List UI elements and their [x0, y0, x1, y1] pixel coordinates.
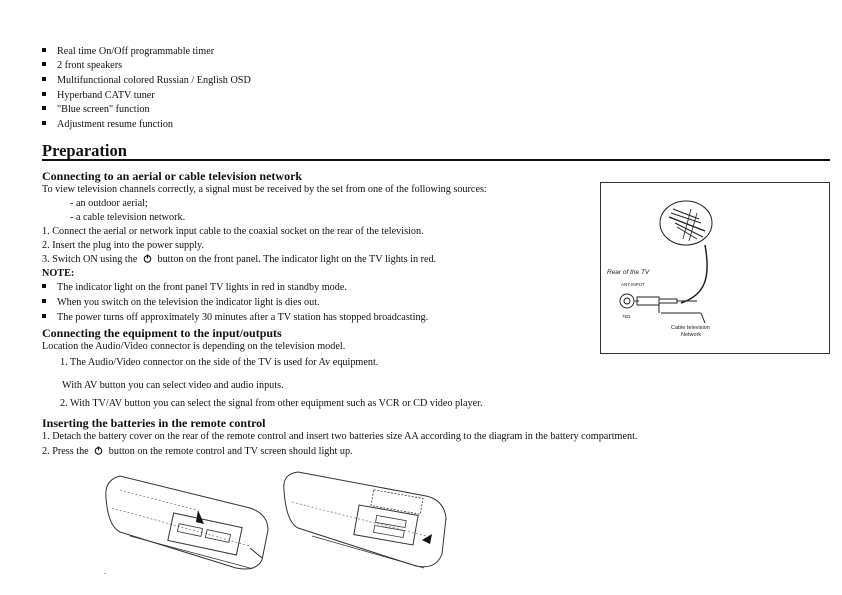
antenna-illustration: [601, 183, 829, 353]
bullet-icon: [42, 48, 46, 52]
feature-item: 2 front speakers: [42, 60, 122, 72]
aerial-icon: [660, 201, 712, 245]
connector-label: 75Ω: [622, 314, 631, 319]
remote-battery-illustration: [276, 466, 456, 576]
battery-step: 1. Detach the battery cover on the rear of the remote control and insert two batteries size AA according to the diagram in the battery compartment.: [42, 431, 638, 442]
feature-item: Adjustment resume function: [42, 119, 173, 131]
section-title: Preparation: [42, 141, 127, 160]
inputs-av-line: With AV button you can select video and audio inputs.: [62, 380, 284, 391]
bullet-icon: [42, 62, 46, 66]
battery-step: 2. Press the button on the remote control and TV screen should light up.: [42, 446, 353, 457]
note-label: NOTE:: [42, 268, 75, 279]
source-item: - an outdoor aerial;: [70, 198, 148, 209]
rear-label: Rear of the TV: [607, 269, 650, 276]
batteries-heading: Inserting the batteries in the remote control: [42, 416, 266, 430]
power-icon: [94, 446, 103, 459]
note-item: The indicator light on the front panel TV lights in red in standby mode.: [42, 282, 347, 294]
aerial-heading: Connecting to an aerial or cable television network: [42, 169, 303, 183]
bullet-icon: [42, 77, 46, 81]
step-item: 2. Insert the plug into the power supply.: [42, 240, 205, 251]
feature-item: "Blue screen" function: [42, 104, 150, 116]
bullet-icon: [42, 284, 46, 288]
aerial-intro: To view television channels correctly, a signal must be received by the set from one of the following sources:: [42, 184, 487, 195]
antenna-diagram: [600, 182, 830, 354]
feature-item: Real time On/Off programmable timer: [42, 46, 214, 58]
bullet-icon: [42, 106, 46, 110]
inputs-item: 1. The Audio/Video connector on the side of the TV is used for Av equipment.: [60, 357, 379, 368]
note-item: When you switch on the television the indicator light is dies out.: [42, 297, 320, 309]
feature-item: Multifunctional colored Russian / English OSD: [42, 75, 251, 87]
inputs-intro: Location the Audio/Video connector is depending on the television model.: [42, 341, 346, 352]
inputs-heading: Connecting the equipment to the input/outputs: [42, 326, 282, 340]
bullet-icon: [42, 92, 46, 96]
page-mark: .: [104, 567, 106, 576]
feature-item: Hyperband CATV tuner: [42, 90, 155, 102]
cable-label: Cable television: [671, 325, 710, 331]
source-item: - a cable television network.: [70, 212, 186, 223]
ant-label: ANT INPUT: [621, 282, 645, 287]
power-icon: [143, 254, 152, 267]
bullet-icon: [42, 121, 46, 125]
note-item: The power turns off approximately 30 minutes after a TV station has stopped broadcasting.: [42, 312, 428, 324]
cable-label: Network: [681, 332, 702, 338]
bullet-icon: [42, 314, 46, 318]
step-item: 1. Connect the aerial or network input cable to the coaxial socket on the rear of the television.: [42, 226, 424, 237]
inputs-item: 2. With TV/AV button you can select the signal from other equipment such as VCR or CD video player.: [60, 398, 483, 409]
remote-rear-illustration: [100, 468, 280, 578]
section-divider: [42, 159, 830, 161]
bullet-icon: [42, 299, 46, 303]
step-item: 3. Switch ON using the button on the front panel. The indicator light on the TV lights in red.: [42, 254, 437, 265]
